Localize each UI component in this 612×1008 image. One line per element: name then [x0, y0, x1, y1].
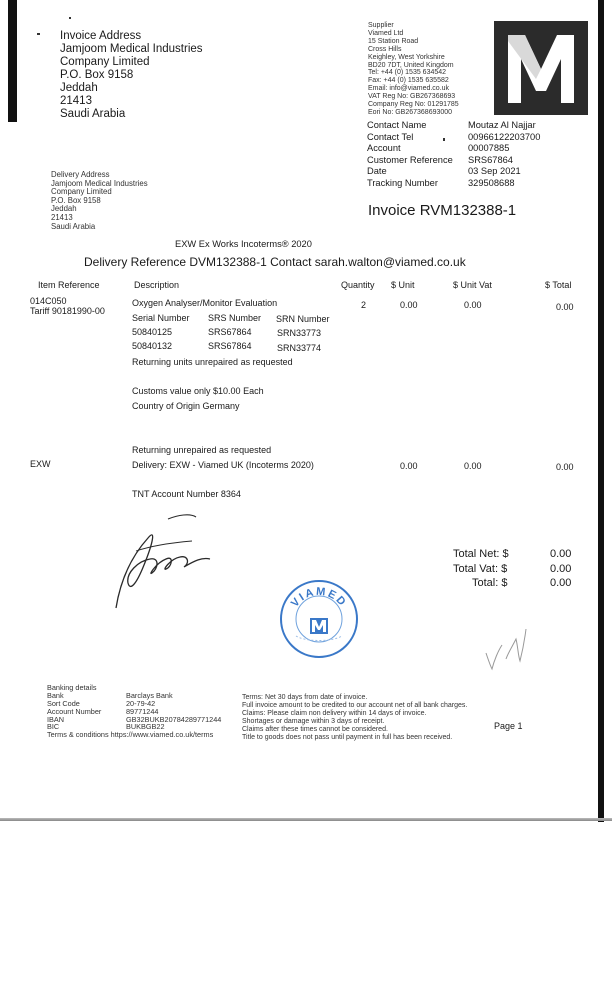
terms-line: Title to goods does not pass until payment in full has been received.: [242, 733, 453, 741]
item2-total: 0.00: [556, 462, 574, 472]
supplier-line: Viamed Ltd: [368, 29, 404, 37]
note-country-origin: Country of Origin Germany: [132, 401, 240, 411]
address-line: Company Limited: [60, 56, 150, 68]
column-header-description: Description: [134, 280, 180, 290]
note-returning-unrepaired: Returning units unrepaired as requested: [132, 357, 293, 367]
item-total: 0.00: [556, 302, 574, 312]
scan-edge-left: [8, 0, 17, 122]
signature-drawing: [108, 513, 228, 613]
address-line: Jamjoom Medical Industries: [60, 43, 203, 55]
handwritten-initials: [480, 625, 530, 678]
bank-value: BUKBGB22: [126, 722, 165, 732]
srs-number: SRS67864: [208, 341, 252, 351]
delivery-address-line: Company Limited: [51, 187, 112, 197]
bank-label: Account Number: [47, 706, 102, 716]
delivery-address-line: Jamjoom Medical Industries: [51, 178, 148, 188]
terms-line: Claims: Please claim non delivery within 14 days of invoice.: [242, 709, 427, 717]
contact-value: Moutaz Al Najjar: [468, 120, 536, 130]
supplier-line: Email: info@viamed.co.uk: [368, 85, 450, 93]
invoice-address-heading: Invoice Address: [60, 30, 142, 42]
delivery-address: [51, 171, 148, 231]
terms-line: Full invoice amount to be credited to our account net of all bank charges.: [242, 701, 468, 709]
exw-incoterms-line: EXW Ex Works Incoterms® 2020: [175, 239, 312, 249]
supplier-line: Keighley, West Yorkshire: [368, 53, 445, 61]
supplier-line: Supplier: [368, 22, 394, 29]
delivery-address-line: Saudi Arabia: [51, 221, 96, 231]
supplier-line: VAT Reg No: GB267368693: [368, 93, 456, 101]
bank-label: IBAN: [47, 714, 65, 724]
bank-value: GB32BUKB20784289771244: [126, 714, 222, 724]
serial-header: SRN Number: [276, 314, 330, 324]
contact-label: Tracking Number: [367, 177, 438, 188]
invoice-address: [60, 30, 203, 121]
column-header-total: $ Total: [545, 280, 572, 290]
bank-value: 20-79-42: [126, 698, 156, 708]
company-stamp: [278, 578, 360, 665]
contact-label: Account: [367, 143, 401, 153]
total-vat-label: Total Vat: $: [453, 563, 508, 575]
banking-details: [47, 683, 222, 740]
terms-line: Shortages or damage within 3 days of receipt.: [242, 717, 385, 725]
signature: [108, 513, 228, 618]
supplier-line: Company Reg No: 01291785: [368, 101, 459, 109]
viamed-logo-mark: [494, 21, 588, 115]
column-header-quantity: Quantity: [341, 280, 375, 290]
payment-terms: [242, 694, 467, 741]
item2-delivery: Delivery: EXW - Viamed UK (Incoterms 2020): [132, 460, 314, 470]
supplier-line: 15 Station Road: [368, 37, 419, 45]
supplier-line: Eori No: GB267368693000: [368, 108, 453, 116]
contact-value: 03 Sep 2021: [468, 166, 521, 176]
contact-label: Date: [367, 166, 387, 176]
item-unit-vat: 0.00: [464, 300, 482, 310]
total-value: 0.00: [550, 577, 572, 589]
item2-reference: EXW: [30, 459, 51, 469]
srs-number: SRS67864: [208, 327, 252, 337]
supplier-block: [368, 22, 459, 117]
supplier-line: Fax: +44 (0) 1535 635582: [368, 77, 449, 85]
terms-line: Claims after these times cannot be considered.: [242, 725, 388, 733]
scan-edge-right: [598, 0, 604, 822]
item-tariff: Tariff 90181990-00: [30, 306, 105, 316]
note-customs-value: Customs value only $10.00 Each: [132, 386, 264, 396]
supplier-line: Tel: +44 (0) 1535 634542: [368, 69, 447, 77]
bank-value: 89771244: [126, 706, 159, 716]
stamp-ring-text: VIAMED: [288, 585, 350, 610]
address-line: Jeddah: [60, 82, 98, 94]
item-quantity: 2: [361, 300, 367, 310]
item2-unit-vat: 0.00: [464, 461, 482, 471]
contact-label: Contact Name: [367, 120, 427, 130]
serial-number: 50840132: [132, 341, 173, 351]
contact-label: Customer Reference: [367, 154, 453, 165]
column-header-item-reference: Item Reference: [38, 280, 100, 290]
item-unit-price: 0.00: [400, 300, 418, 310]
terms-link[interactable]: Terms & conditions https://www.viamed.co.uk/terms: [47, 730, 214, 740]
bank-label: BIC: [47, 722, 60, 732]
address-line: 21413: [60, 95, 92, 107]
srn-number: SRN33773: [277, 328, 322, 338]
scan-speck: [443, 138, 445, 141]
total-label: Total: $: [472, 577, 508, 589]
serial-header: SRS Number: [208, 313, 262, 323]
address-line: P.O. Box 9158: [60, 69, 134, 81]
delivery-address-line: P.O. Box 9158: [51, 195, 101, 205]
delivery-address-line: Delivery Address: [51, 170, 110, 179]
svg-text:VIAMED: [289, 586, 349, 610]
item-description: Oxygen Analyser/Monitor Evaluation: [132, 298, 278, 308]
item-reference: 014C050: [30, 296, 67, 306]
delivery-reference: Delivery Reference DVM132388-1 Contact sarah.walton@viamed.co.uk: [84, 255, 466, 269]
column-header-unit: $ Unit: [391, 280, 415, 290]
serial-number: 50840125: [132, 327, 173, 337]
tnt-account-number: TNT Account Number 8364: [132, 489, 241, 499]
delivery-address-line: 21413: [51, 212, 73, 222]
contact-value: 329508688: [468, 177, 515, 188]
scan-speck: [37, 33, 40, 35]
total-net-value: 0.00: [550, 548, 572, 560]
total-net-label: Total Net: $: [453, 548, 509, 560]
total-vat-value: 0.00: [550, 563, 572, 575]
bank-label: Sort Code: [47, 698, 80, 708]
delivery-address-line: Jeddah: [51, 204, 77, 214]
item2-unit-price: 0.00: [400, 461, 418, 471]
bank-heading: Banking details: [47, 683, 97, 692]
page-number: Page 1: [494, 721, 523, 731]
scan-speck: [69, 17, 71, 19]
supplier-line: Cross Hills: [368, 45, 402, 53]
invoice-title: Invoice RVM132388-1: [368, 202, 517, 219]
bank-value: Barclays Bank: [126, 690, 173, 700]
stamp-drawing: [278, 578, 360, 660]
item2-returning-note: Returning unrepaired as requested: [132, 445, 272, 455]
contact-label: Contact Tel: [367, 131, 414, 142]
viamed-logo: [494, 21, 588, 115]
contact-value: SRS67864: [468, 154, 513, 165]
contact-value: 00007885: [468, 143, 510, 153]
terms-line: Terms: Net 30 days from date of invoice.: [242, 694, 368, 701]
contact-value: 00966122203700: [468, 131, 541, 142]
address-line: Saudi Arabia: [60, 108, 126, 120]
scan-bottom-line: [0, 818, 612, 821]
column-header-unit-vat: $ Unit Vat: [453, 280, 492, 290]
initials-drawing: [480, 625, 530, 673]
supplier-line: BD20 7DT, United Kingdom: [368, 61, 454, 69]
srn-number: SRN33774: [277, 343, 322, 353]
serial-header: Serial Number: [132, 313, 190, 323]
bank-label: Bank: [47, 690, 64, 700]
